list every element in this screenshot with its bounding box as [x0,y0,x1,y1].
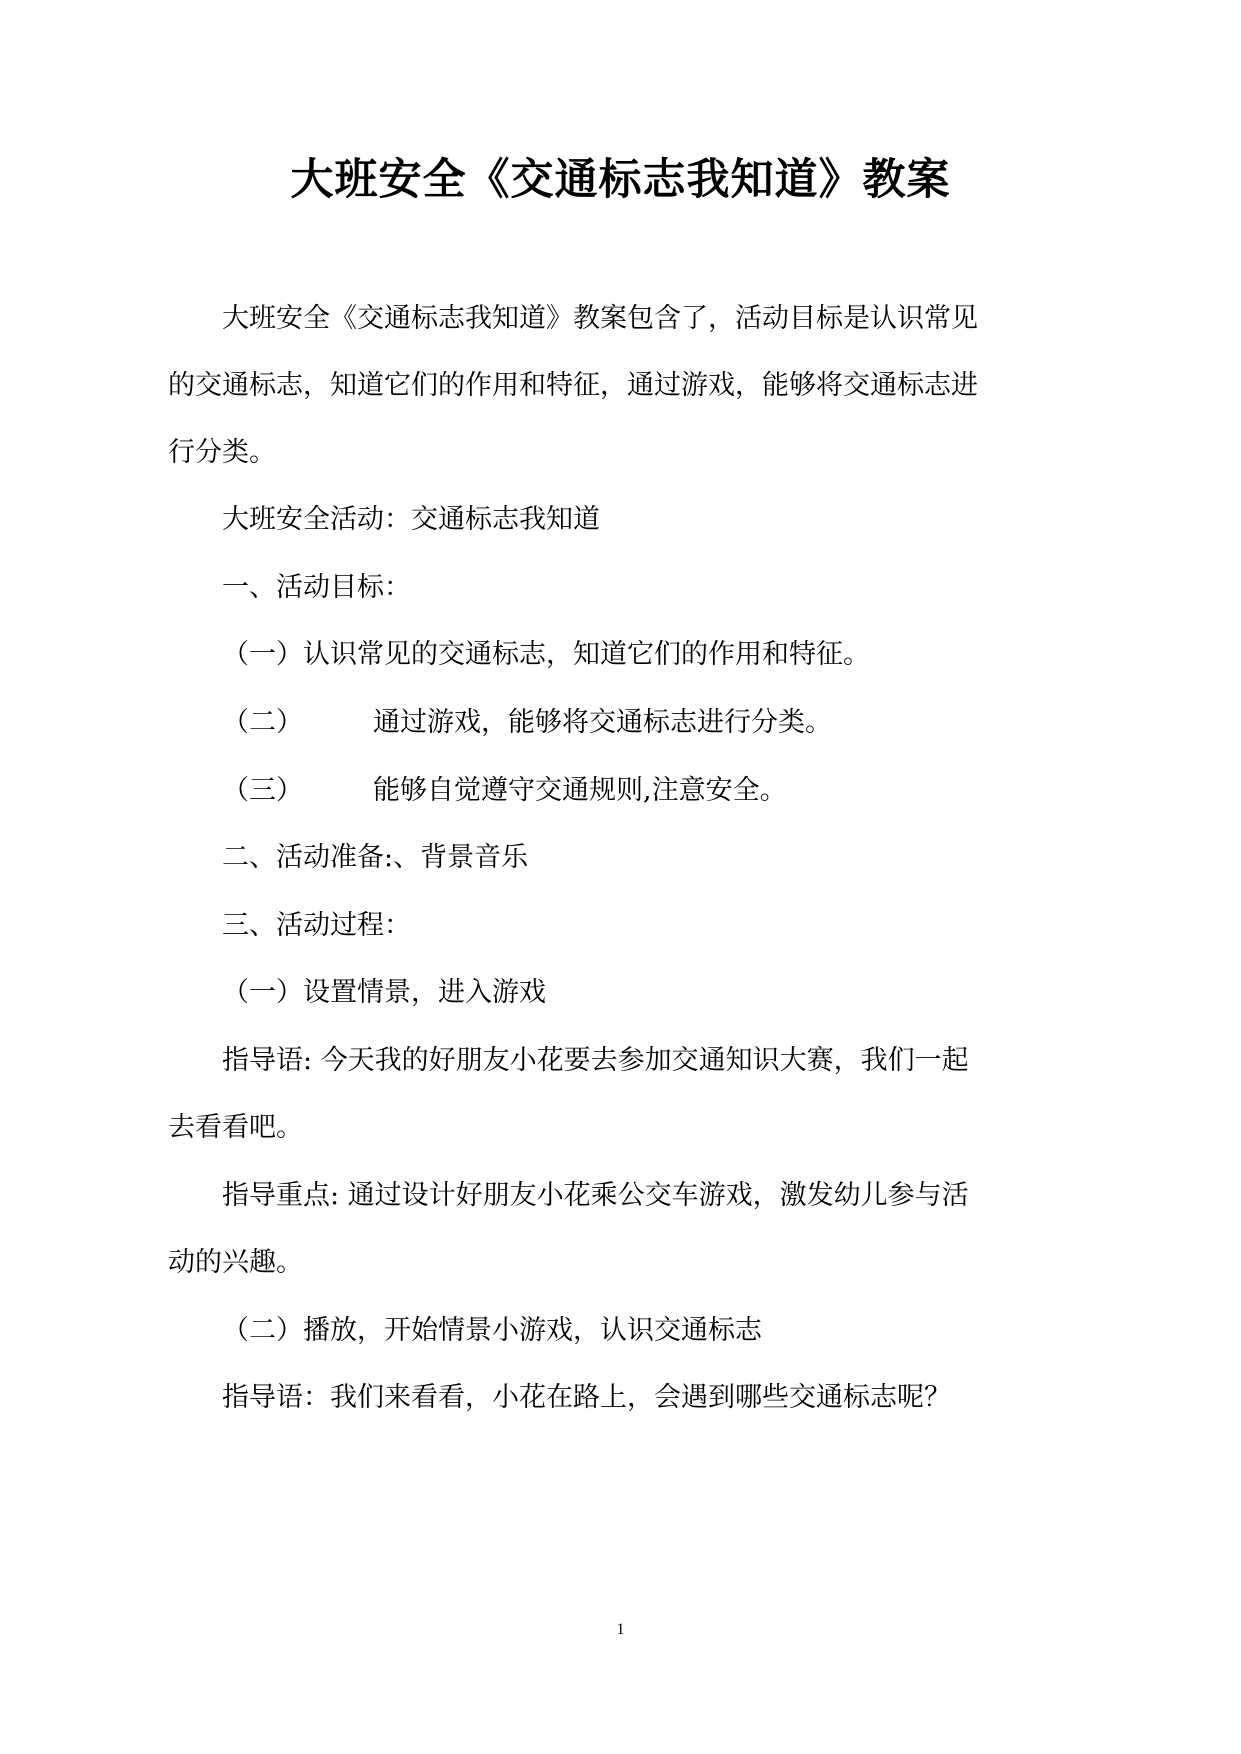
goal-item-2-text: 通过游戏，能够将交通标志进行分类。 [373,707,832,738]
page-number: 1 [616,1621,625,1638]
goal-item-1: （一）认识常见的交通标志，知道它们的作用和特征。 [222,639,870,670]
guide-paragraph-2: 指导语：我们来看看，小花在路上，会遇到哪些交通标志呢？ [222,1382,951,1413]
goal-item-3-marker: （三） [222,775,303,806]
focus-paragraph-1-line-1: 指导重点: 通过设计好朋友小花乘公交车游戏，激发幼儿参与活 [222,1180,969,1211]
section-heading-goals: 一、活动目标： [222,572,411,603]
focus-paragraph-1-line-2: 动的兴趣。 [168,1247,303,1278]
section-heading-preparation: 二、活动准备:、背景音乐 [222,842,529,873]
document-title: 大班安全《交通标志我知道》教案 [290,155,951,205]
intro-paragraph-line-3: 行分类。 [168,437,276,468]
process-step-1: （一）设置情景，进入游戏 [222,977,546,1008]
goal-item-3 [222,771,787,811]
section-heading-process: 三、活动过程： [222,910,411,941]
goal-item-2-marker: （二） [222,707,303,738]
goal-item-2 [222,703,832,743]
guide-paragraph-1-line-1: 指导语: 今天我的好朋友小花要去参加交通知识大赛，我们一起 [222,1045,969,1076]
activity-name: 大班安全活动：交通标志我知道 [222,504,600,535]
guide-paragraph-1-line-2: 去看看吧。 [168,1112,303,1143]
goal-item-3-text: 能够自觉遵守交通规则,注意安全。 [373,775,787,806]
intro-paragraph-line-2: 的交通标志，知道它们的作用和特征，通过游戏，能够将交通标志进 [168,370,978,401]
intro-paragraph-line-1: 大班安全《交通标志我知道》教案包含了，活动目标是认识常见 [222,303,978,334]
process-step-2: （二）播放，开始情景小游戏，认识交通标志 [222,1315,762,1346]
